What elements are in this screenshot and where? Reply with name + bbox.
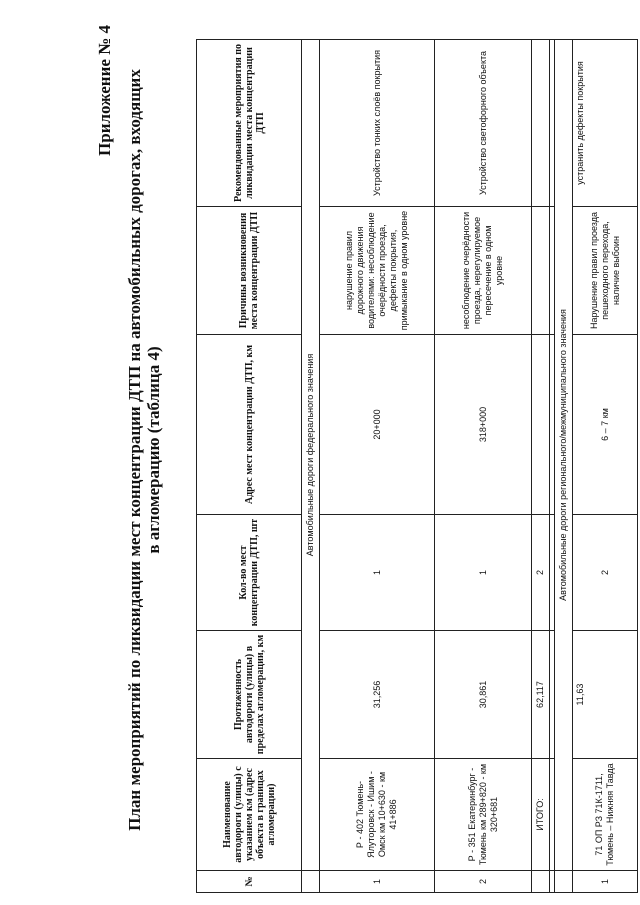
section-federal: Автомобильные дороги федерального значения bbox=[302, 40, 320, 871]
total-row bbox=[532, 40, 550, 893]
cell-cause: нарушение правил дорожного движения водителями: несоблюдение очерёдности проезда, дефекты покрытия, примыкание в одном уровне bbox=[320, 207, 435, 335]
total-length: 62,117 bbox=[532, 631, 550, 759]
measures-table bbox=[196, 39, 638, 893]
header-length: Протяженность автодороги (улицы) в пределах агломерации, км bbox=[197, 631, 302, 759]
table-row bbox=[573, 40, 638, 893]
cell-address: 20+000 bbox=[320, 335, 435, 515]
header-count: Кол-во мест концентрации ДТП, шт bbox=[197, 515, 302, 631]
section-regional: Автомобильные дороги регионального/межмуниципального значения bbox=[555, 40, 573, 871]
header-num: № bbox=[197, 871, 302, 893]
title-line-1: План мероприятий по ликвидации мест концентрации ДТП на автомобильных дорогах, входящих bbox=[125, 69, 144, 831]
cell-measure: Устройство тонких слоёв покрытия bbox=[320, 40, 435, 207]
header-cause: Причины возникновения места концентрации ДТП bbox=[197, 207, 302, 335]
cell-road: 71 ОП РЗ 71К-1711, Тюмень – Нижняя Тавда bbox=[573, 759, 638, 871]
section-row-regional bbox=[555, 40, 573, 893]
cell-count: 1 bbox=[320, 515, 435, 631]
header-row bbox=[197, 40, 302, 893]
cell-num: 1 bbox=[573, 871, 638, 893]
cell-cause: несоблюдение очерёдности проезда, нерегулируемое пересечение в одном уровне bbox=[435, 207, 532, 335]
cell-road: Р - 351 Екатеринбург - Тюмень км 289+820 - км 320+681 bbox=[435, 759, 532, 871]
total-label: ИТОГО: bbox=[532, 759, 550, 871]
cell-road: Р - 402 Тюмень-Ялуторовск - Ишим - Омск км 10+630 - км 41+886 bbox=[320, 759, 435, 871]
cell-num: 2 bbox=[435, 871, 532, 893]
cell-address: 6 – 7 км bbox=[573, 335, 638, 515]
table-row bbox=[320, 40, 435, 893]
cell-num: 1 bbox=[320, 871, 435, 893]
document-title bbox=[125, 35, 163, 865]
cell-count: 1 bbox=[435, 515, 532, 631]
table-row bbox=[435, 40, 532, 893]
header-address: Адрес мест концентрации ДТП, км bbox=[197, 335, 302, 515]
cell-address: 318+000 bbox=[435, 335, 532, 515]
header-road: Наименование автодороги (улицы) с указанием км (адрес объекта в границах агломерации) bbox=[197, 759, 302, 871]
cell-measure: устранить дефекты покрытия bbox=[573, 40, 638, 207]
appendix-label: Приложение № 4 bbox=[95, 25, 114, 156]
header-measure: Рекомендованные мероприятия по ликвидации места концентрации ДТП bbox=[197, 40, 302, 207]
cell-cause: Нарушение правил проезда пешеходного перехода, наличие выбоин bbox=[573, 207, 638, 335]
cell-length: 31,256 bbox=[320, 631, 435, 759]
total-count: 2 bbox=[532, 515, 550, 631]
cell-length: 30,861 bbox=[435, 631, 532, 759]
section-row-federal bbox=[302, 40, 320, 893]
cell-measure: Устройство светофорного объекта bbox=[435, 40, 532, 207]
cell-length: 11,63 bbox=[573, 631, 638, 759]
cell-count: 2 bbox=[573, 515, 638, 631]
title-line-2: в агломерацию (таблица 4) bbox=[144, 346, 163, 554]
